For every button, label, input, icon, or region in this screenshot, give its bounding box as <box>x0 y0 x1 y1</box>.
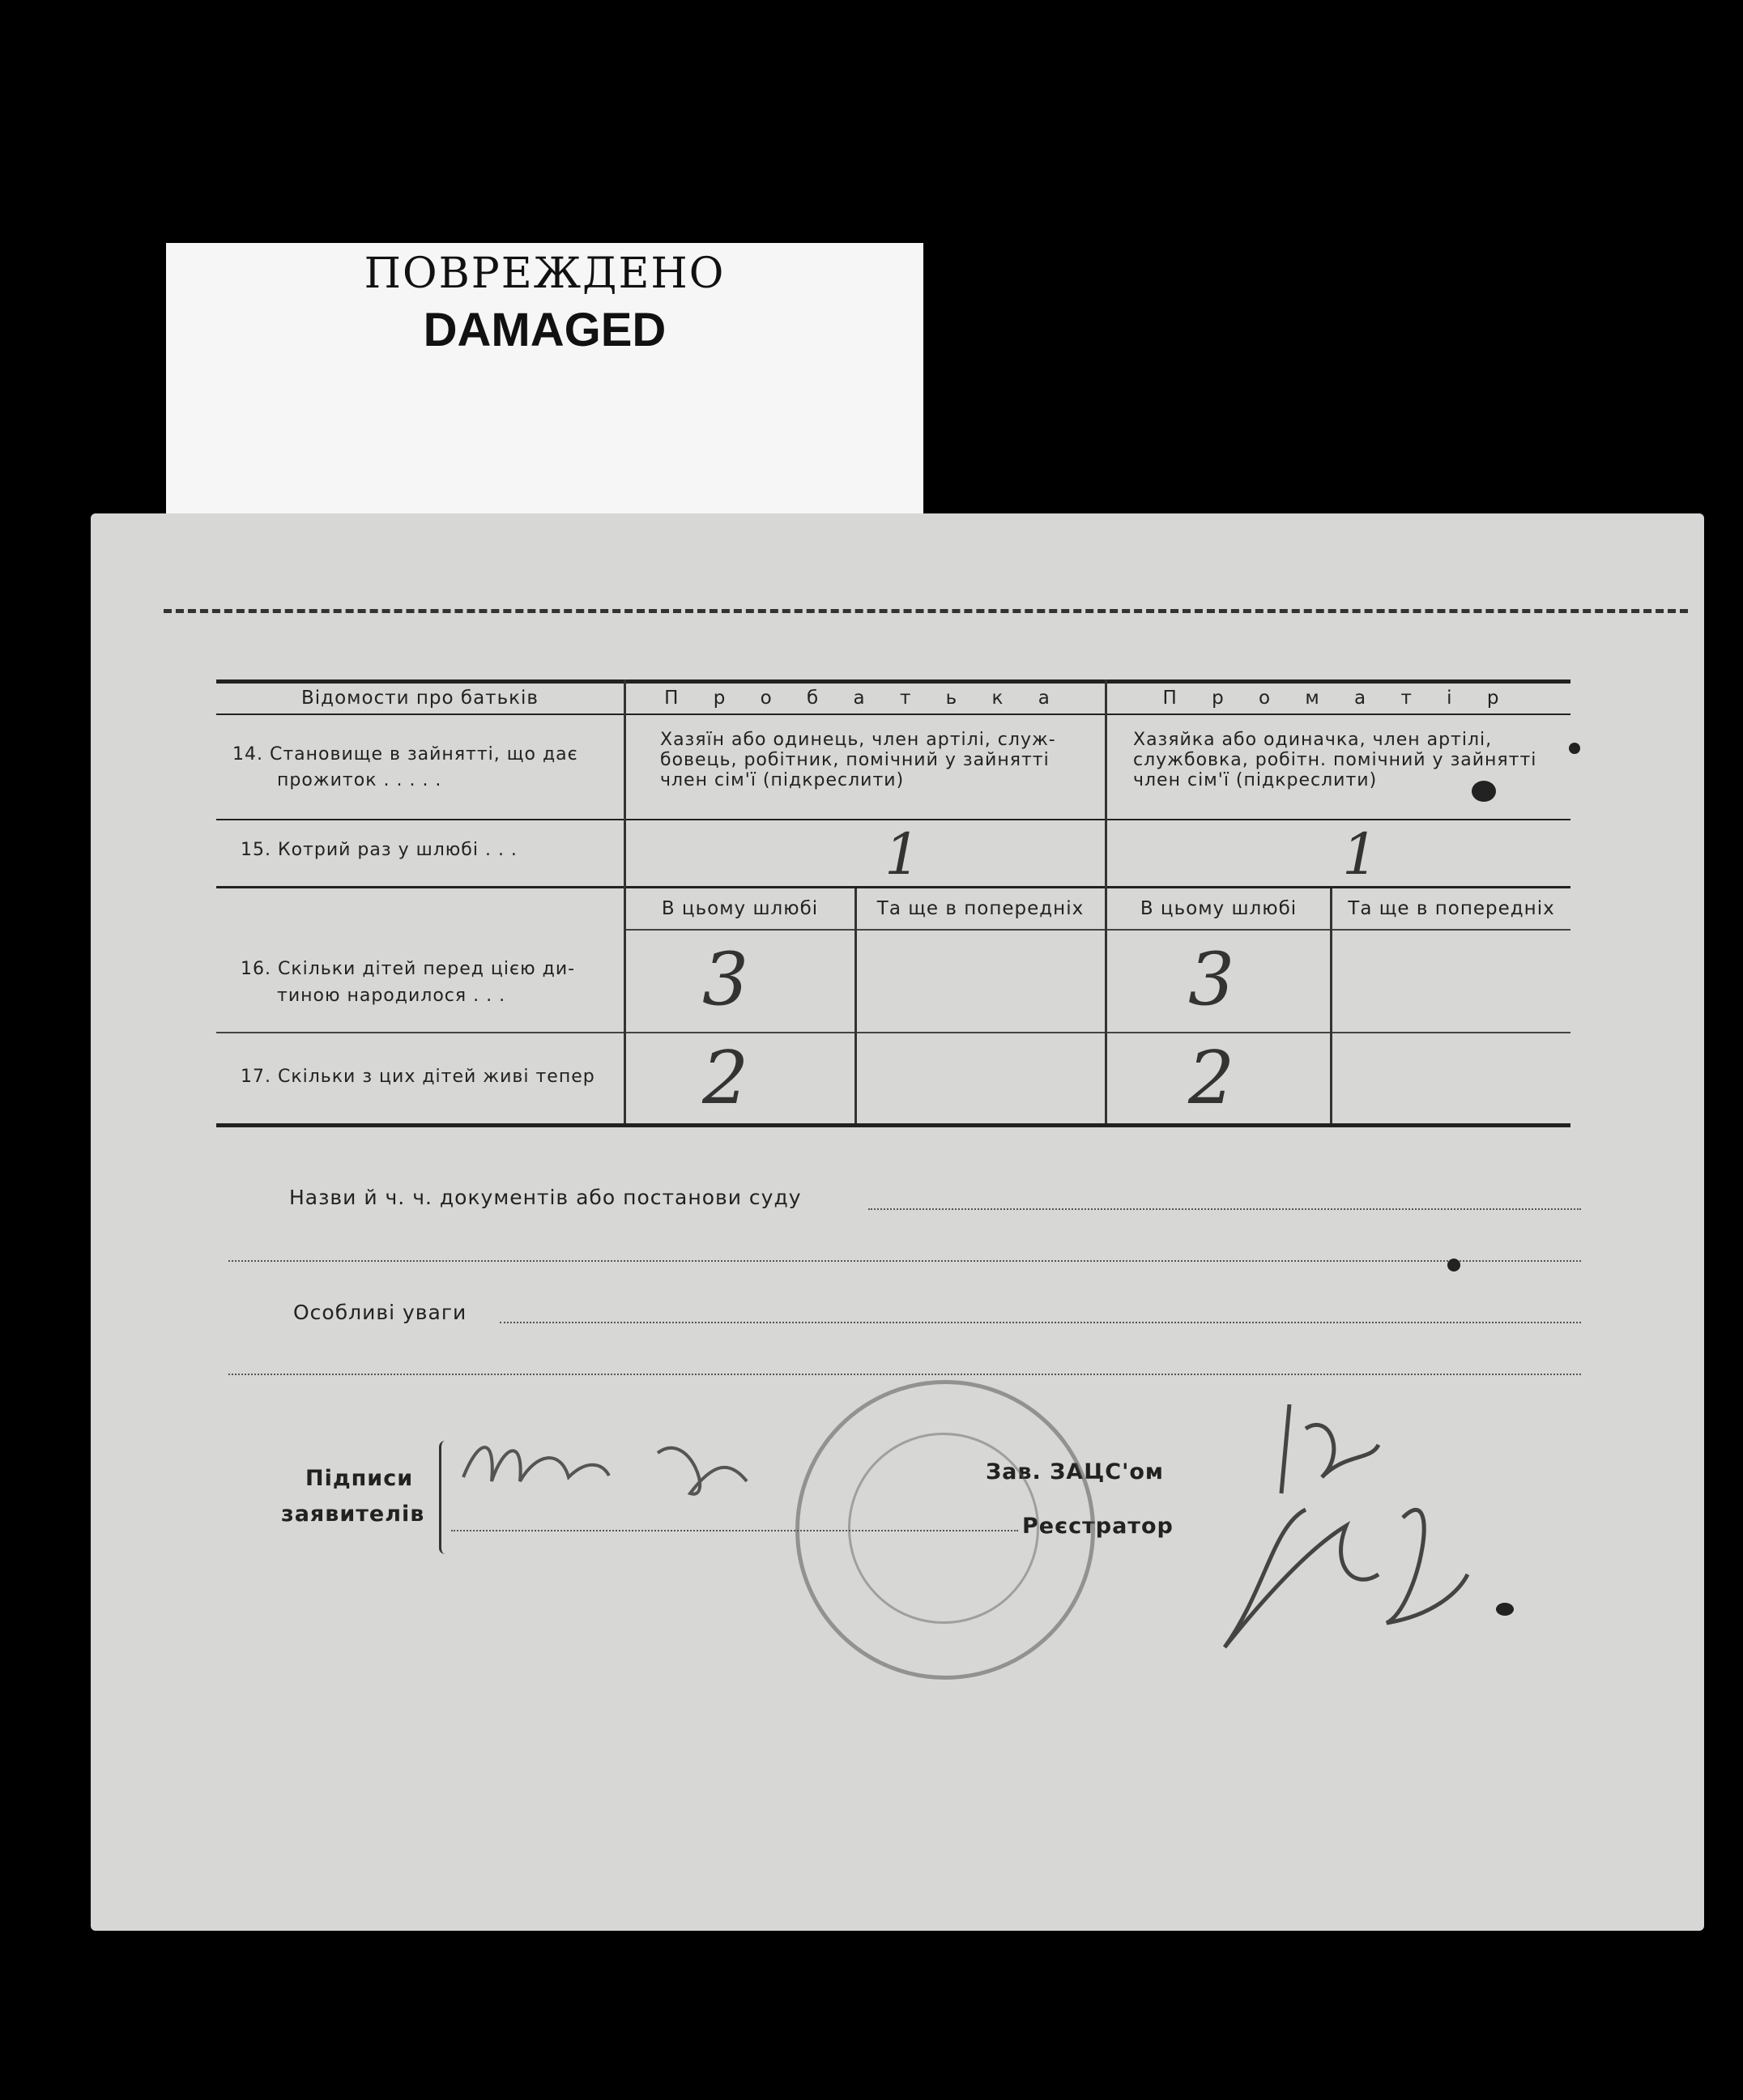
row17-mother-value: 2 <box>1188 1036 1235 1121</box>
row17-label: 17. Скільки з цих дітей живі тепер <box>241 1067 595 1087</box>
row14-father-line1: Хазяїн або одинець, член артілі, служ- <box>660 730 1056 750</box>
row14-label-line2: прожиток . . . . . <box>277 770 442 790</box>
damaged-label-ru: ПОВРЕЖДЕНО <box>364 249 726 298</box>
header-mother: П р о м а т і р <box>1162 688 1514 709</box>
punch-hole <box>1472 781 1496 802</box>
registrar-label: Реєстратор <box>1022 1514 1174 1539</box>
row14-mother-line1: Хазяйка або одиначка, член артілі, <box>1133 730 1493 750</box>
row16-mother-value: 3 <box>1188 937 1235 1022</box>
applicants-label-line2: заявителів <box>281 1502 425 1527</box>
row14-father-line3: член сім'ї (підкреслити) <box>660 770 905 790</box>
documents-dotted-line <box>868 1208 1581 1210</box>
row14-label-line1: 14. Становище в зайнятті, що дає <box>232 744 578 765</box>
punch-hole <box>1447 1259 1460 1272</box>
damaged-label-card <box>166 243 923 526</box>
parents-info-table <box>216 679 1570 1129</box>
header-parents: Відомости про батьків <box>301 688 539 709</box>
notes-dotted-line <box>500 1322 1581 1323</box>
row15-mother-value: 1 <box>1342 821 1379 888</box>
row17-father-value: 2 <box>702 1036 749 1121</box>
row14-mother-line2: службовка, робітн. помічний у зайнятті <box>1133 750 1537 770</box>
row14-father-line2: бовець, робітник, помічний у зайнятті <box>660 750 1050 770</box>
record-page <box>91 513 1704 1931</box>
head-label: Зав. ЗАЦС'ом <box>986 1459 1164 1484</box>
applicants-label-line1: Підписи <box>305 1466 414 1491</box>
row14-mother-line3: член сім'ї (підкреслити) <box>1133 770 1378 790</box>
row16-label-line2: тиною народилося . . . <box>277 986 506 1006</box>
header-father: П р о б а т ь к а <box>664 688 1064 709</box>
punch-hole <box>1496 1603 1514 1616</box>
notes-field-label: Особливі уваги <box>293 1301 467 1324</box>
row15-label: 15. Котрий раз у шлюбі . . . <box>241 840 518 860</box>
subheader-father-this: В цьому шлюбі <box>661 898 819 919</box>
subheader-mother-previous: Та ще в попередніх <box>1348 898 1555 919</box>
subheader-mother-this: В цьому шлюбі <box>1140 898 1298 919</box>
row16-label-line1: 16. Скільки дітей перед цією ди- <box>241 959 576 979</box>
notes-dotted-line-2 <box>228 1374 1581 1375</box>
subheader-father-previous: Та ще в попередніх <box>876 898 1085 919</box>
row16-father-value: 3 <box>702 937 749 1022</box>
damaged-label-en: DAMAGED <box>423 304 667 356</box>
handwritten-signatures <box>447 1404 1581 1712</box>
punch-hole <box>1569 743 1580 754</box>
documents-field-label: Назви й ч. ч. документів або постанови суду <box>289 1186 802 1209</box>
perforation-line <box>164 609 1688 613</box>
documents-dotted-line-2 <box>228 1260 1581 1262</box>
row15-father-value: 1 <box>884 821 921 888</box>
